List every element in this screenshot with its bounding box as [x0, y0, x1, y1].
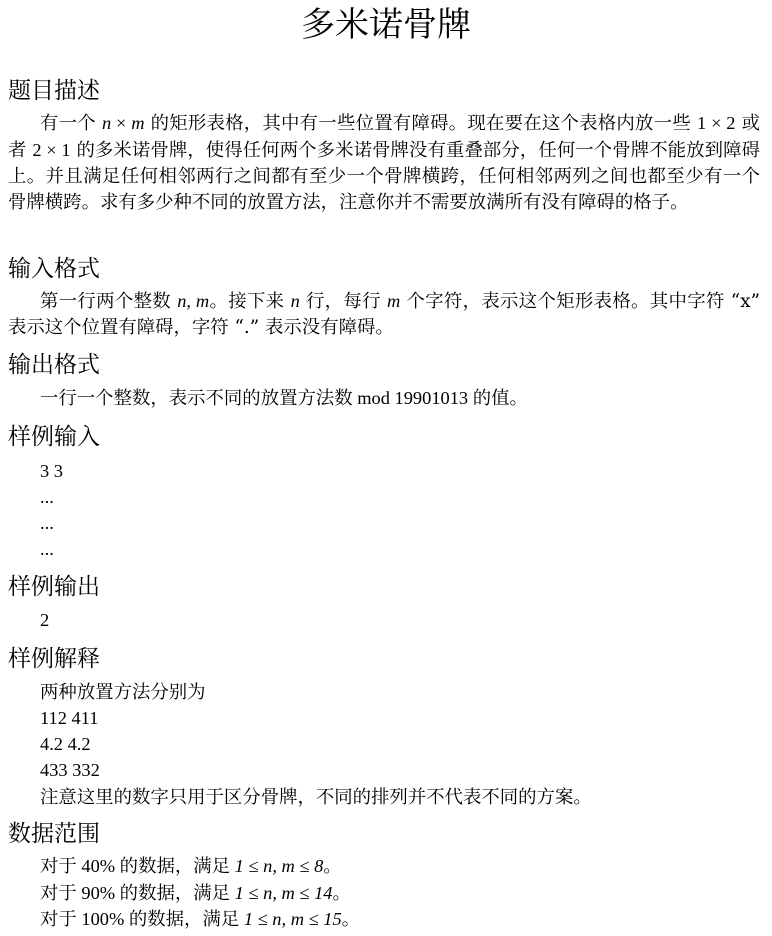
- sample-input-heading: 样例输入: [8, 424, 100, 450]
- sample-explanation-line: 433 332: [40, 760, 100, 780]
- data-range-text: 。: [323, 856, 342, 876]
- description-text: 有一个: [40, 113, 102, 134]
- description-text: 或者: [8, 113, 760, 161]
- input-format-paragraph: [8, 288, 760, 341]
- sample-explanation-intro: 两种放置方法分别为: [40, 682, 206, 702]
- data-range-math: 1 ≤ n, m ≤ 15: [243, 909, 342, 929]
- description-text: 的矩形表格，其中有一些位置有障碍。现在要在这个表格内放一些: [144, 113, 698, 134]
- sample-explanation-heading: 样例解释: [8, 646, 100, 672]
- math-times: ×: [111, 113, 132, 133]
- math-nm: n, m: [177, 291, 210, 311]
- sample-input-line: ...: [40, 539, 54, 559]
- math-1x2: 1 × 2: [697, 113, 736, 133]
- sample-explanation-note: 注意这里的数字只用于区分骨牌，不同的排列并不代表不同的方案。: [40, 787, 592, 807]
- input-format-text: 。接下来: [209, 291, 291, 312]
- output-format-text: 一行一个整数，表示不同的放置方法数 mod 19901013 的值。: [40, 388, 528, 408]
- math-m: m: [387, 291, 401, 311]
- data-range-line: [40, 906, 360, 932]
- math-m: m: [131, 113, 145, 133]
- math-2x1: 2 × 1: [32, 140, 71, 160]
- math-n: n: [290, 291, 300, 311]
- data-range-line: [40, 880, 351, 906]
- sample-input-line: 3 3: [40, 461, 63, 481]
- data-range-text: 。: [332, 883, 351, 903]
- sample-input-line: ...: [40, 487, 54, 507]
- sample-explanation-line: 112 411: [40, 708, 99, 728]
- input-format-heading: 输入格式: [8, 256, 100, 282]
- description-heading: 题目描述: [8, 78, 100, 104]
- sample-explanation-line: 4.2 4.2: [40, 734, 91, 754]
- sample-output-heading: 样例输出: [8, 574, 100, 600]
- input-format-text: 行，每行: [299, 291, 387, 312]
- data-range-text: 对于 40% 的数据，满足: [40, 856, 235, 876]
- sample-input-line: ...: [40, 513, 54, 533]
- description-paragraph: [8, 110, 760, 216]
- data-range-text: 。: [341, 909, 361, 929]
- data-range-heading: 数据范围: [8, 821, 100, 847]
- math-n: n: [101, 113, 112, 133]
- output-format-heading: 输出格式: [8, 352, 100, 378]
- data-range-text: 对于 100% 的数据，满足: [40, 909, 244, 929]
- description-text: 的多米诺骨牌，使得任何两个多米诺骨牌没有重叠部分，任何一个骨牌不能放到障碍上。并且满足任何相邻两行之间都有至少一个骨牌横跨，任何相邻两列之间也都至少有一个骨牌横跨。求有多少种不同的放置方法，注意你并不需要放满所有没有障碍的格子。: [8, 140, 760, 213]
- data-range-text: 对于 90% 的数据，满足: [40, 883, 235, 903]
- sample-output-line: 2: [40, 610, 50, 630]
- input-format-text: 第一行两个整数: [40, 291, 178, 312]
- input-format-text: 个字符，表示这个矩形表格。其中字符 “x” 表示这个位置有障碍，字符 “.” 表示没有障碍。: [8, 291, 760, 338]
- data-range-line: [40, 853, 342, 879]
- data-range-math: 1 ≤ n, m ≤ 8: [234, 856, 324, 876]
- data-range-math: 1 ≤ n, m ≤ 14: [234, 883, 333, 903]
- page-title: 多米诺骨牌: [301, 5, 471, 45]
